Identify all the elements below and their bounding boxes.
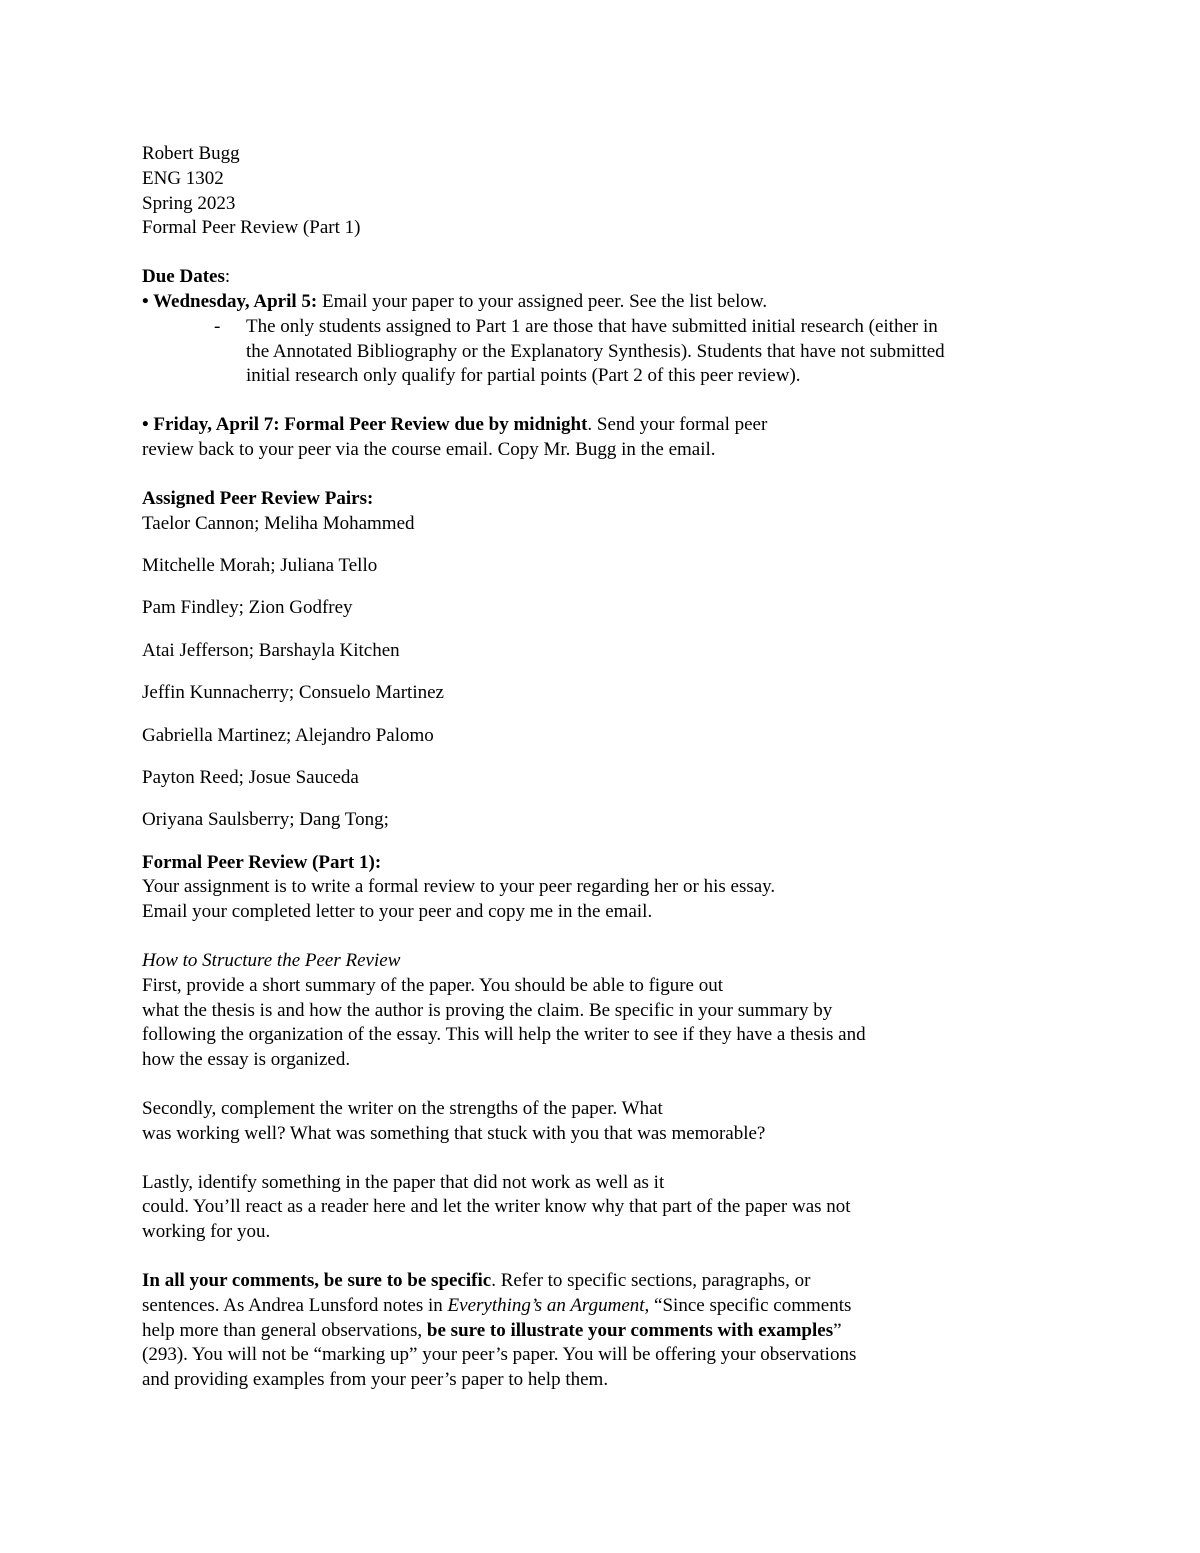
pair-item: Pam Findley; Zion Godfrey [142, 597, 353, 619]
pairs-section [142, 487, 1062, 833]
header-block [142, 142, 1062, 241]
author-name: Robert Bugg [142, 143, 240, 164]
para-summary-line: First, provide a short summary of the paper. You should be able to figure out [142, 974, 724, 996]
pairs-heading: Assigned Peer Review Pairs: [142, 487, 374, 509]
document-page [142, 142, 1062, 1393]
review-section [142, 851, 1062, 1393]
final-line: and providing examples from your peer’s paper to help them. [142, 1369, 609, 1391]
due-sub-list [142, 315, 1062, 389]
pair-item: Payton Reed; Josue Sauceda [142, 766, 359, 788]
review-intro-line: Email your completed letter to your peer and copy me in the email. [142, 901, 653, 923]
course-code: ENG 1302 [142, 167, 224, 189]
dash-marker: - [214, 315, 221, 337]
para-weakness-line: could. You’ll react as a reader here and let the writer know why that part of the paper was not [142, 1196, 851, 1218]
sub-item: - The only students assigned to Part 1 are those that have submitted initial research (either in [142, 315, 1062, 340]
due-item-friday: • Friday, April 7: Formal Peer Review due by midnight. Send your formal peer [142, 414, 768, 436]
para-weakness-line: Lastly, identify something in the paper that did not work as well as it [142, 1171, 665, 1193]
pair-item: Mitchelle Morah; Juliana Tello [142, 554, 378, 576]
structure-heading: How to Structure the Peer Review [142, 950, 401, 972]
review-heading: Formal Peer Review (Part 1): [142, 851, 382, 873]
final-line: sentences. As Andrea Lunsford notes in Everything’s an Argument, “Since specific comments [142, 1294, 852, 1316]
pair-item: Gabriella Martinez; Alejandro Palomo [142, 724, 434, 746]
final-paragraph [142, 1269, 1062, 1393]
book-title: Everything’s an Argument [447, 1294, 645, 1316]
due-item-wednesday: • Wednesday, April 5: Email your paper to your assigned peer. See the list below. [142, 290, 768, 312]
para-strengths-line: Secondly, complement the writer on the strengths of the paper. What [142, 1098, 663, 1120]
final-line: (293). You will not be “marking up” your peer’s paper. You will be offering your observations [142, 1344, 857, 1366]
final-line: help more than general observations, be sure to illustrate your comments with examples” [142, 1319, 842, 1341]
review-intro-line: Your assignment is to write a formal review to your peer regarding her or his essay. [142, 876, 776, 898]
assignment-title: Formal Peer Review (Part 1) [142, 217, 361, 239]
due-dates-heading: Due Dates: [142, 266, 231, 288]
pair-item: Taelor Cannon; Meliha Mohammed [142, 512, 415, 534]
para-summary-line: what the thesis is and how the author is proving the claim. Be specific in your summary by [142, 999, 833, 1021]
para-summary-line: how the essay is organized. [142, 1049, 351, 1071]
para-strengths-line: was working well? What was something that stuck with you that was memorable? [142, 1122, 766, 1144]
final-line: In all your comments, be sure to be specific. Refer to specific sections, paragraphs, or [142, 1270, 811, 1292]
pair-item: Atai Jefferson; Barshayla Kitchen [142, 639, 400, 661]
pair-item: Oriyana Saulsberry; Dang Tong; [142, 809, 389, 831]
pair-item: Jeffin Kunnacherry; Consuelo Martinez [142, 682, 444, 704]
para-summary-line: following the organization of the essay. This will help the writer to see if they have a thesis and [142, 1024, 866, 1046]
due-dates-section [142, 265, 1062, 463]
sub-item-line: the Annotated Bibliography or the Explanatory Synthesis). Students that have not submitted [246, 340, 945, 362]
sub-item-line: initial research only qualify for partial points (Part 2 of this peer review). [246, 365, 801, 387]
term: Spring 2023 [142, 192, 236, 214]
due-item-friday-cont: review back to your peer via the course email. Copy Mr. Bugg in the email. [142, 438, 716, 460]
para-weakness-line: working for you. [142, 1221, 271, 1243]
